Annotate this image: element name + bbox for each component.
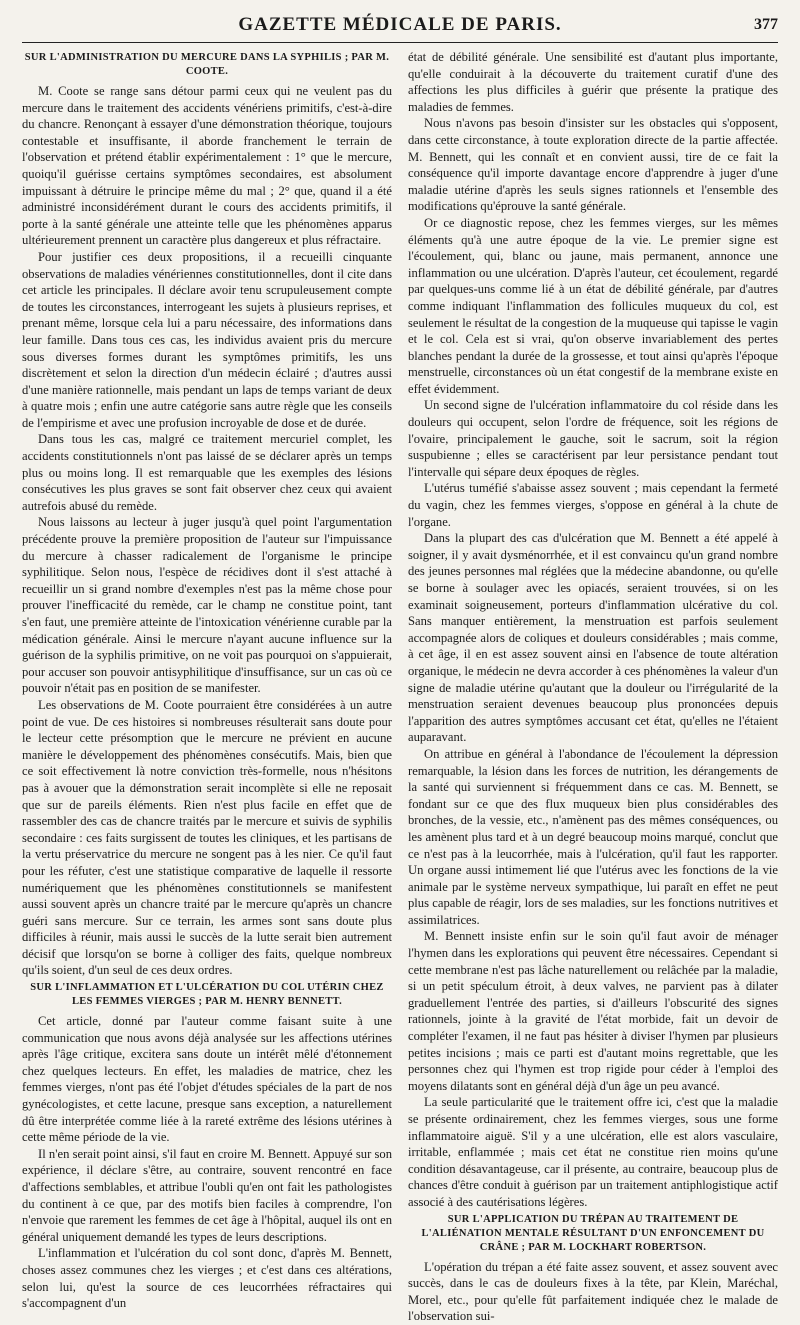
paragraph: Les observations de M. Coote pourraient être considérées à un autre point de vue. De ces histoires si nombreuses résulterait sans doute pour le lecteur cette présomption que le mercure ne prévient en aucune manière le développement des phénomènes consécutifs. Mais, bien que ce soit effectivement là notre conviction très-formelle, nous n'hésitons pas à avouer que la démonstration serait incomplète si elle ne reposait que sur de pareils éléments. Rien n'est plus facile en effet que de rassembler des cas de chancre traités par le mercure et suivis de syphilis secondaire : ces faits surgissent de toutes les cliniques, et les partisans de la vertu préservatrice du mercure ne songent pas à les nier. Ce qu'il faut pour les réfuter, c'est une statistique comparative de laquelle il ressorte numériquement que les phénomènes constitutionnels se manifestent aussi souvent après un chancre traité par le mercure qu'après un chancre guéri sans mercure. Sur ce terrain, les armes sont sans doute plus difficiles à réunir, mais aussi le succès de la lutte serait bien autrement décisif que lorsqu'on se borne à colliger des faits, quelque nombreux qu'ils soient, d'un seul de ces deux ordres. <box>22 697 392 978</box>
article-title-text: SUR L'APPLICATION DU TRÉPAN AU TRAITEMENT DE L'ALIÉNATION MENTALE RÉSULTANT D'UN ENFONCEMENT DU CRÂNE ; <box>421 1213 765 1253</box>
paragraph: On attribue en général à l'abondance de l'écoulement la dépression remarquable, la lésion dans les forces de nutrition, les dérangements de la santé qui surviennent si fréquemment dans ce cas. M. Bennett, se fondant sur ce que des flux muqueux bien plus considérables des bronches, de la vessie, etc., n'amènent pas des mêmes conséquences, ou les amènent plus tard et à un degré beaucoup moins marqué, conclut que ce n'est pas à la leucorrhée, mais à l'ulcération, qu'il faut les rapporter. Un organe aussi intimement lié que l'utérus avec les fonctions de la vie animale par le système nerveux sympathique, lui paraît en effet ne peut plus capable de réagir, lors de ses maladies, sur les fonctions nutritives et assimilatrices. <box>408 746 778 927</box>
paragraph: L'opération du trépan a été faite assez souvent, et assez souvent avec succès, dans le cas de douleurs fixes à la tête, par Klein, Maréchal, Morel, etc., pour qu'elle fût parfaitement indiquée chez le malade de l'observation sui- <box>408 1259 778 1324</box>
paragraph: Nous n'avons pas besoin d'insister sur les obstacles qui s'opposent, dans cette circonstance, à toute exploration directe de la partie affectée. M. Bennett, qui les connaît et en convient aussi, tire de ce fait la conséquence qu'il importe davantage encore d'apprendre à juger d'une maladie utérine d'après les seuls signes rationnels et l'ensemble des modifications qu'éprouve la santé générale. <box>408 116 778 214</box>
paragraph: Pour justifier ces deux propositions, il a recueilli cinquante observations de maladies vénériennes constitutionnelles, dont il cite dans cet article les principales. Il déclare avoir tenu scrupuleusement compte de toutes les circonstances, interrogeant les sujets à plusieurs reprises, et prenant même, lorsque cela lui a paru nécessaire, des informations dans leur famille. Dans tous ces cas, les individus avaient pris du mercure sous diverses formes durant les symptômes primitifs, les uns discrètement et selon la direction d'un médecin éclairé ; d'autres aussi d'une manière rationnelle, mais pendant un laps de temps variant de deux à quatre mois ; enfin une autre catégorie sans autre règle que les conseils de l'empirisme et avec une profusion incroyable de dose et de durée. <box>22 249 392 430</box>
paragraph: Nous laissons au lecteur à juger jusqu'à quel point l'argumentation précédente prouve la première proposition de l'auteur sur l'impuissance du mercure à chasser radicalement de l'organisme le principe syphilitique. Selon nous, l'espèce de récidives dont il s'est attaché à recueillir un si grand nombre d'exemples n'est pas la même chose pour prouver l'inefficacité du remède, car le champ ne constitue point, tant s'en faut, une première atteinte de l'intoxication vénérienne curable par la médication générale. Ainsi le mercure n'ayant aucune influence sur la guérison de la syphilis primitive, on ne voit pas pourquoi on s'appuierait, pour accuser son pouvoir antisyphilitique d'insuffisance, sur un cas où ce pouvoir n'était pas en position de se manifester. <box>22 515 392 696</box>
article-title-trepan <box>408 1213 778 1255</box>
paragraph: Un second signe de l'ulcération inflammatoire du col réside dans les douleurs qui occupent, selon l'ordre de fréquence, soit les régions de l'ovaire, principalement le gauche, soit le sacrum, soit la région suspubienne ; elles se caractérisent par leur persistance pendant tout l'intervalle qui sépare deux époques de règles. <box>408 398 778 479</box>
article-title-text: SUR L'INFLAMMATION ET L'ULCÉRATION DU COL UTÉRIN CHEZ LES FEMMES VIERGES ; <box>30 982 384 1008</box>
right-column <box>408 49 779 1324</box>
paragraph: Dans la plupart des cas d'ulcération que M. Bennett a été appelé à soigner, il y avait dysménorrhée, et il est convaincu qu'un grand nombre des jeunes personnes mal réglées que la médecine abandonne, ou qu'elle se borne à soulager avec les opiacés, seraient trouvées, si on les examinait soigneusement, porteurs d'inflammation ulcérative du col. Sans manquer entièrement, la menstruation est parfois seulement accompagnée alors de coliques et douleurs considérables ; mais comme, à cet âge, il en est assez souvent ainsi en l'absence de toute altération organique, le médecin ne devra accorder à ces phénomènes la valeur d'un signe de maladie utérine qu'autant que la douleur ou l'irrégularité de la menstruation seraient devenues beaucoup plus prononcées depuis l'apparition des autres symptômes accusant cet état, qu'elles ne l'étaient auparavant. <box>408 531 778 745</box>
page-number: 377 <box>754 16 778 33</box>
article-author: PAR M. HENRY BENNETT. <box>205 996 342 1008</box>
page-header <box>22 8 778 42</box>
paragraph: La seule particularité que le traitement offre ici, c'est que la maladie se présente ordinairement, chez les femmes vierges, sous une forme inflammatoire aiguë. S'il y a une ulcération, elle est alors vasculaire, irritable, enflammée ; mais cet état ne constitue rien moins qu'une condition désavantageuse, car il présente, au contraire, beaucoup plus de chances d'être conduit à guérison par un traitement antiphlogistique actif associé à des cautérisations légères. <box>408 1095 778 1209</box>
paragraph: L'inflammation et l'ulcération du col sont donc, d'après M. Bennett, choses assez communes chez les vierges ; et c'est dans ces altérations, selon lui, qu'est la source de ces leucorrhées réfractaires qui s'accompagnent d'un <box>22 1246 392 1311</box>
left-column <box>22 49 392 1311</box>
article-author: PAR M. LOCKHART ROBERTSON. <box>528 1241 707 1253</box>
paragraph: Cet article, donné par l'auteur comme faisant suite à une communication que nous avons déjà analysée sur les affections utérines après l'âge critique, excitera sans doute un intérêt mêlé d'étonnement chez quelques lecteurs. En effet, les maladies de matrice, chez les femmes vierges, n'ont pas été l'objet d'études spéciales de la part de nos gynécologistes, et cette lacune, presque sans exception, a naturellement dû être interprétée comme liée à la rareté extrême des lésions utérines à cette même période de la vie. <box>22 1014 392 1145</box>
article-title-col-uterin <box>22 981 392 1009</box>
journal-title: GAZETTE MÉDICALE DE PARIS. <box>238 14 562 35</box>
paragraph: M. Bennett insiste enfin sur le soin qu'il faut avoir de ménager l'hymen dans les explorations qui peuvent être nécessaires. Cependant si cette membrane n'est pas lâche naturellement ou relâchée par la maladie, si un petit spéculum étroit, à deux valves, ne parvient pas à dilater graduellement l'entrée des parties, si d'ailleurs l'obscurité des signes rationnels, jointe à la gravité de l'état morbide, fait un devoir de compléter l'examen, il ne faut pas hésiter à diviser l'hymen par plusieurs petites incisions ; mais ce parti est d'autant moins regrettable, que les personnes chez qui l'hymen est trop rigide pour céder à l'emploi des moyens dilatants sont en général déjà d'un âge un peu avancé. <box>408 929 778 1093</box>
text-columns <box>22 49 779 1324</box>
header-rule <box>22 42 778 43</box>
paragraph: M. Coote se range sans détour parmi ceux qui ne veulent pas du mercure dans le traitement des accidents vénériens primitifs, c'est-à-dire du chancre. Renonçant à essayer d'une démonstration théorique, toujours contestable et insuffisante, il aborde franchement le terrain de l'observation et prétend établir expérimentalement : 1° que le mercure, quoiqu'il guérisse certains symptômes secondaires, est absolument impuissant à détruire le principe même du mal ; 2° que, quand il a été administré inconsidérément durant le cours des accidents primitifs, il porte à la santé générale une atteinte telle que les phénomènes apparus ultérieurement prennent un caractère plus dangereux et plus réfractaire. <box>22 84 392 248</box>
paragraph: Or ce diagnostic repose, chez les femmes vierges, sur les mêmes éléments qu'à une autre époque de la vie. Le premier signe est l'écoulement, qui, blanc ou jaune, mais permanent, annonce une inflammation ou une ulcération. D'après l'auteur, cet écoulement, regardé par quelques-uns comme lié à un état de débilité générale, par d'autres comme indiquant l'inflammation des follicules muqueux du col, est seulement le résultat de la congestion de la muqueuse qui tapisse le vagin et le col. Cela est si vrai, qu'on observe invariablement des pertes blanches pendant la durée de la grossesse, et tout ainsi qu'après l'époque menstruelle, circonstances où un état congestif de la membrane existe en effet évidemment. <box>408 215 779 396</box>
paragraph: Il n'en serait point ainsi, s'il faut en croire M. Bennett. Appuyé sur son expérience, il déclare s'être, au contraire, souvent rencontré en face d'affections semblables, et attribue l'oubli qu'en ont fait les pathologistes du continent à ce que, par des motifs bien faciles à comprendre, l'on n'envoie que rarement les femmes de cet âge à l'hôpital, auquel ils ont en général uniquement demandé les types de leurs descriptions. <box>22 1146 392 1244</box>
article-title-mercure: SUR L'ADMINISTRATION DU MERCURE DANS LA SYPHILIS ; PAR M. COOTE. <box>24 52 390 77</box>
paragraph: état de débilité générale. Une sensibilité est d'autant plus importante, qu'elle conduirait à la découverte du traitement curatif d'une des affections les plus difficiles à guérir que présente la pratique des maladies de femmes. <box>408 50 778 114</box>
paragraph: Dans tous les cas, malgré ce traitement mercuriel complet, les accidents constitutionnels n'ont pas laissé de se déclarer après un temps plus ou moins long. Il est remarquable que les exemples des lésions consécutives les plus graves se sont fait observer chez ceux qui avaient autrefois abusé du remède. <box>22 432 392 513</box>
paragraph: L'utérus tuméfié s'abaisse assez souvent ; mais cependant la fermeté du vagin, chez les femmes vierges, s'oppose en général à la chute de l'organe. <box>408 481 778 529</box>
